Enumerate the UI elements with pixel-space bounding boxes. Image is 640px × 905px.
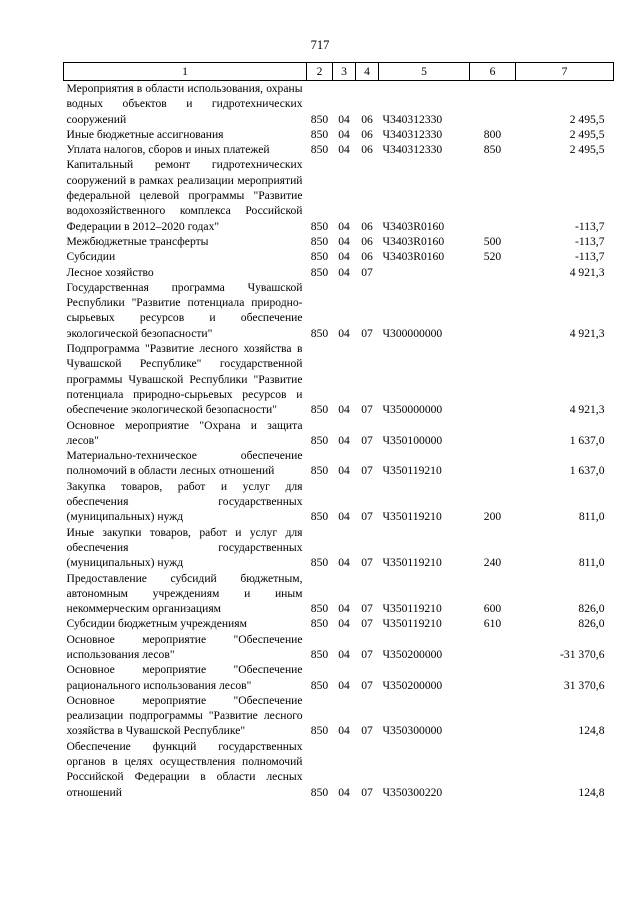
row-sum: 124,8 — [578, 724, 605, 738]
row-rz: 04 — [338, 326, 350, 340]
row-rz: 04 — [338, 647, 350, 661]
row-rz: 04 — [338, 250, 350, 264]
row-pr: 07 — [361, 265, 373, 279]
row-name: Основное мероприятие "Обеспечение рационального использования лесов" — [66, 663, 303, 692]
table-row — [64, 142, 614, 157]
table-row — [64, 280, 614, 341]
row-sum: 826,0 — [578, 602, 605, 616]
row-pr: 06 — [361, 112, 373, 126]
table-row — [64, 127, 614, 142]
row-rz: 04 — [338, 464, 350, 478]
page-number: 717 — [310, 38, 330, 52]
row-sum: 1 637,0 — [569, 464, 605, 478]
row-name: Подпрограмма "Развитие лесного хозяйства в Чувашской Республике" государственной программы Чувашской Республики "Развитие потенциала природно-сырьевых ресурсов и обеспечение экологической безопасности" — [66, 342, 303, 417]
row-pr: 07 — [361, 403, 373, 417]
row-sum: 4 921,3 — [569, 265, 605, 279]
row-pr: 07 — [361, 647, 373, 661]
row-name: Лесное хозяйство — [66, 265, 154, 279]
row-gr: 850 — [310, 234, 329, 248]
row-gr: 850 — [310, 265, 329, 279]
row-pr: 07 — [361, 602, 373, 616]
row-csr: Ч350119210 — [382, 617, 442, 631]
row-sum: 1 637,0 — [569, 433, 605, 447]
row-sum: 31 370,6 — [563, 678, 605, 692]
row-vr: 610 — [483, 617, 502, 631]
row-csr: Ч3403R0160 — [382, 234, 445, 248]
row-vr — [470, 265, 516, 280]
table-row — [64, 479, 614, 525]
row-csr: Ч350119210 — [382, 510, 442, 524]
row-pr: 06 — [361, 219, 373, 233]
table-row — [64, 234, 614, 249]
row-pr: 07 — [361, 510, 373, 524]
row-rz: 04 — [338, 127, 350, 141]
row-vr — [470, 662, 516, 693]
row-vr — [470, 448, 516, 479]
table-header-row — [64, 63, 614, 81]
row-pr: 06 — [361, 143, 373, 157]
row-pr: 07 — [361, 464, 373, 478]
row-rz: 04 — [338, 724, 350, 738]
row-vr: 850 — [483, 143, 502, 157]
row-vr — [470, 280, 516, 341]
row-csr: Ч350119210 — [382, 556, 442, 570]
table-row — [64, 525, 614, 571]
table-row — [64, 341, 614, 417]
row-name: Предоставление субсидий бюджетным, автономным учреждениям и иным некоммерческим организациям — [66, 571, 303, 616]
row-csr: Ч350100000 — [382, 433, 443, 447]
row-vr — [470, 739, 516, 800]
column-header-name: 1 — [64, 63, 307, 81]
row-csr: Ч3403R0160 — [382, 250, 445, 264]
row-rz: 04 — [338, 510, 350, 524]
table-row — [64, 616, 614, 631]
row-pr: 07 — [361, 724, 373, 738]
row-gr: 850 — [310, 464, 329, 478]
column-header-gr: 2 — [307, 63, 333, 81]
row-name: Капитальный ремонт гидротехнических сооружений в рамках реализации мероприятий федеральной целевой программы "Развитие водохозяйственного комплекса Российской Федерации в 2012–2020 годах" — [66, 158, 303, 233]
column-header-pr: 4 — [356, 63, 379, 81]
row-gr: 850 — [310, 143, 329, 157]
row-name: Иные закупки товаров, работ и услуг для обеспечения государственных (муниципальных) нужд — [66, 525, 303, 570]
row-csr: Ч300000000 — [382, 326, 443, 340]
table-row — [64, 571, 614, 617]
row-pr: 07 — [361, 785, 373, 799]
row-gr: 850 — [310, 617, 329, 631]
row-sum: -113,7 — [574, 250, 605, 264]
row-sum: 4 921,3 — [569, 326, 605, 340]
row-sum: -113,7 — [574, 219, 605, 233]
row-csr: Ч340312330 — [382, 143, 443, 157]
row-name: Материально-техническое обеспечение полномочий в области лесных отношений — [66, 449, 303, 478]
row-csr: Ч350200000 — [382, 678, 443, 692]
row-gr: 850 — [310, 510, 329, 524]
row-csr: Ч350200000 — [382, 647, 443, 661]
row-vr — [470, 693, 516, 739]
row-pr: 07 — [361, 556, 373, 570]
row-name: Мероприятия в области использования, охраны водных объектов и гидротехнических сооружений — [66, 82, 303, 126]
row-vr: 800 — [483, 127, 502, 141]
row-pr: 07 — [361, 433, 373, 447]
row-csr — [379, 265, 470, 280]
row-csr: Ч350119210 — [382, 464, 442, 478]
row-rz: 04 — [338, 556, 350, 570]
row-csr: Ч340312330 — [382, 127, 443, 141]
row-csr: Ч340312330 — [382, 112, 443, 126]
row-rz: 04 — [338, 617, 350, 631]
row-name: Основное мероприятие "Обеспечение использования лесов" — [66, 632, 303, 661]
row-vr: 520 — [483, 250, 502, 264]
row-gr: 850 — [310, 250, 329, 264]
table-row — [64, 448, 614, 479]
row-gr: 850 — [310, 724, 329, 738]
row-pr: 07 — [361, 617, 373, 631]
row-gr: 850 — [310, 433, 329, 447]
row-gr: 850 — [310, 785, 329, 799]
row-vr: 240 — [483, 556, 502, 570]
row-vr — [470, 632, 516, 663]
row-csr: Ч350119210 — [382, 602, 442, 616]
row-sum: -31 370,6 — [560, 647, 605, 661]
table-row — [64, 739, 614, 800]
row-pr: 07 — [361, 678, 373, 692]
row-gr: 850 — [310, 602, 329, 616]
table-body — [64, 81, 614, 800]
row-pr: 06 — [361, 234, 373, 248]
row-vr: 600 — [483, 602, 502, 616]
row-name: Уплата налогов, сборов и иных платежей — [66, 143, 270, 157]
row-rz: 04 — [338, 403, 350, 417]
row-csr: Ч350000000 — [382, 403, 443, 417]
row-sum: 826,0 — [578, 617, 605, 631]
row-name: Иные бюджетные ассигнования — [66, 127, 224, 141]
row-name: Закупка товаров, работ и услуг для обеспечения государственных (муниципальных) нужд — [66, 479, 303, 524]
row-rz: 04 — [338, 112, 350, 126]
row-rz: 04 — [338, 265, 350, 279]
row-rz: 04 — [338, 219, 350, 233]
column-header-csr: 5 — [379, 63, 470, 81]
row-sum: 4 921,3 — [569, 403, 605, 417]
row-name: Субсидии бюджетным учреждениям — [66, 617, 247, 631]
row-gr: 850 — [310, 647, 329, 661]
row-sum: 2 495,5 — [569, 112, 605, 126]
row-rz: 04 — [338, 234, 350, 248]
row-pr: 06 — [361, 250, 373, 264]
row-csr: Ч3403R0160 — [382, 219, 445, 233]
table-row — [64, 693, 614, 739]
row-rz: 04 — [338, 143, 350, 157]
row-gr: 850 — [310, 219, 329, 233]
row-csr: Ч350300220 — [382, 785, 443, 799]
row-gr: 850 — [310, 556, 329, 570]
row-gr: 850 — [310, 127, 329, 141]
column-header-sum: 7 — [516, 63, 614, 81]
row-sum: 2 495,5 — [569, 127, 605, 141]
row-vr — [470, 81, 516, 127]
table-row — [64, 249, 614, 264]
row-pr: 06 — [361, 127, 373, 141]
row-sum: -113,7 — [574, 234, 605, 248]
row-pr: 07 — [361, 326, 373, 340]
row-vr: 200 — [483, 510, 502, 524]
row-gr: 850 — [310, 403, 329, 417]
row-name: Обеспечение функций государственных органов в целях осуществления полномочий Российской Федерации в области лесных отношений — [66, 739, 303, 799]
row-gr: 850 — [310, 678, 329, 692]
row-rz: 04 — [338, 433, 350, 447]
table-row — [64, 418, 614, 449]
row-sum: 2 495,5 — [569, 143, 605, 157]
row-name: Основное мероприятие "Охрана и защита лесов" — [66, 418, 303, 447]
row-rz: 04 — [338, 678, 350, 692]
row-vr — [470, 157, 516, 233]
row-sum: 124,8 — [578, 785, 605, 799]
row-vr: 500 — [483, 234, 502, 248]
budget-table — [63, 62, 614, 800]
table-row — [64, 81, 614, 127]
row-name: Субсидии — [66, 250, 116, 264]
row-csr: Ч350300000 — [382, 724, 443, 738]
column-header-rz: 3 — [333, 63, 356, 81]
row-vr — [470, 341, 516, 417]
table-row — [64, 265, 614, 280]
row-rz: 04 — [338, 602, 350, 616]
row-sum: 811,0 — [578, 510, 605, 524]
row-gr: 850 — [310, 326, 329, 340]
table-row — [64, 632, 614, 663]
row-gr: 850 — [310, 112, 329, 126]
row-name: Основное мероприятие "Обеспечение реализации подпрограммы "Развитие лесного хозяйства в Чувашской Республике" — [66, 693, 303, 738]
table-row — [64, 662, 614, 693]
row-sum: 811,0 — [578, 556, 605, 570]
row-name: Межбюджетные трансферты — [66, 234, 209, 248]
row-rz: 04 — [338, 785, 350, 799]
table-row — [64, 157, 614, 233]
row-vr — [470, 418, 516, 449]
row-name: Государственная программа Чувашской Республики "Развитие потенциала природно-сырьевых ресурсов и обеспечение экологической безопасности" — [66, 280, 303, 340]
column-header-vr: 6 — [470, 63, 516, 81]
